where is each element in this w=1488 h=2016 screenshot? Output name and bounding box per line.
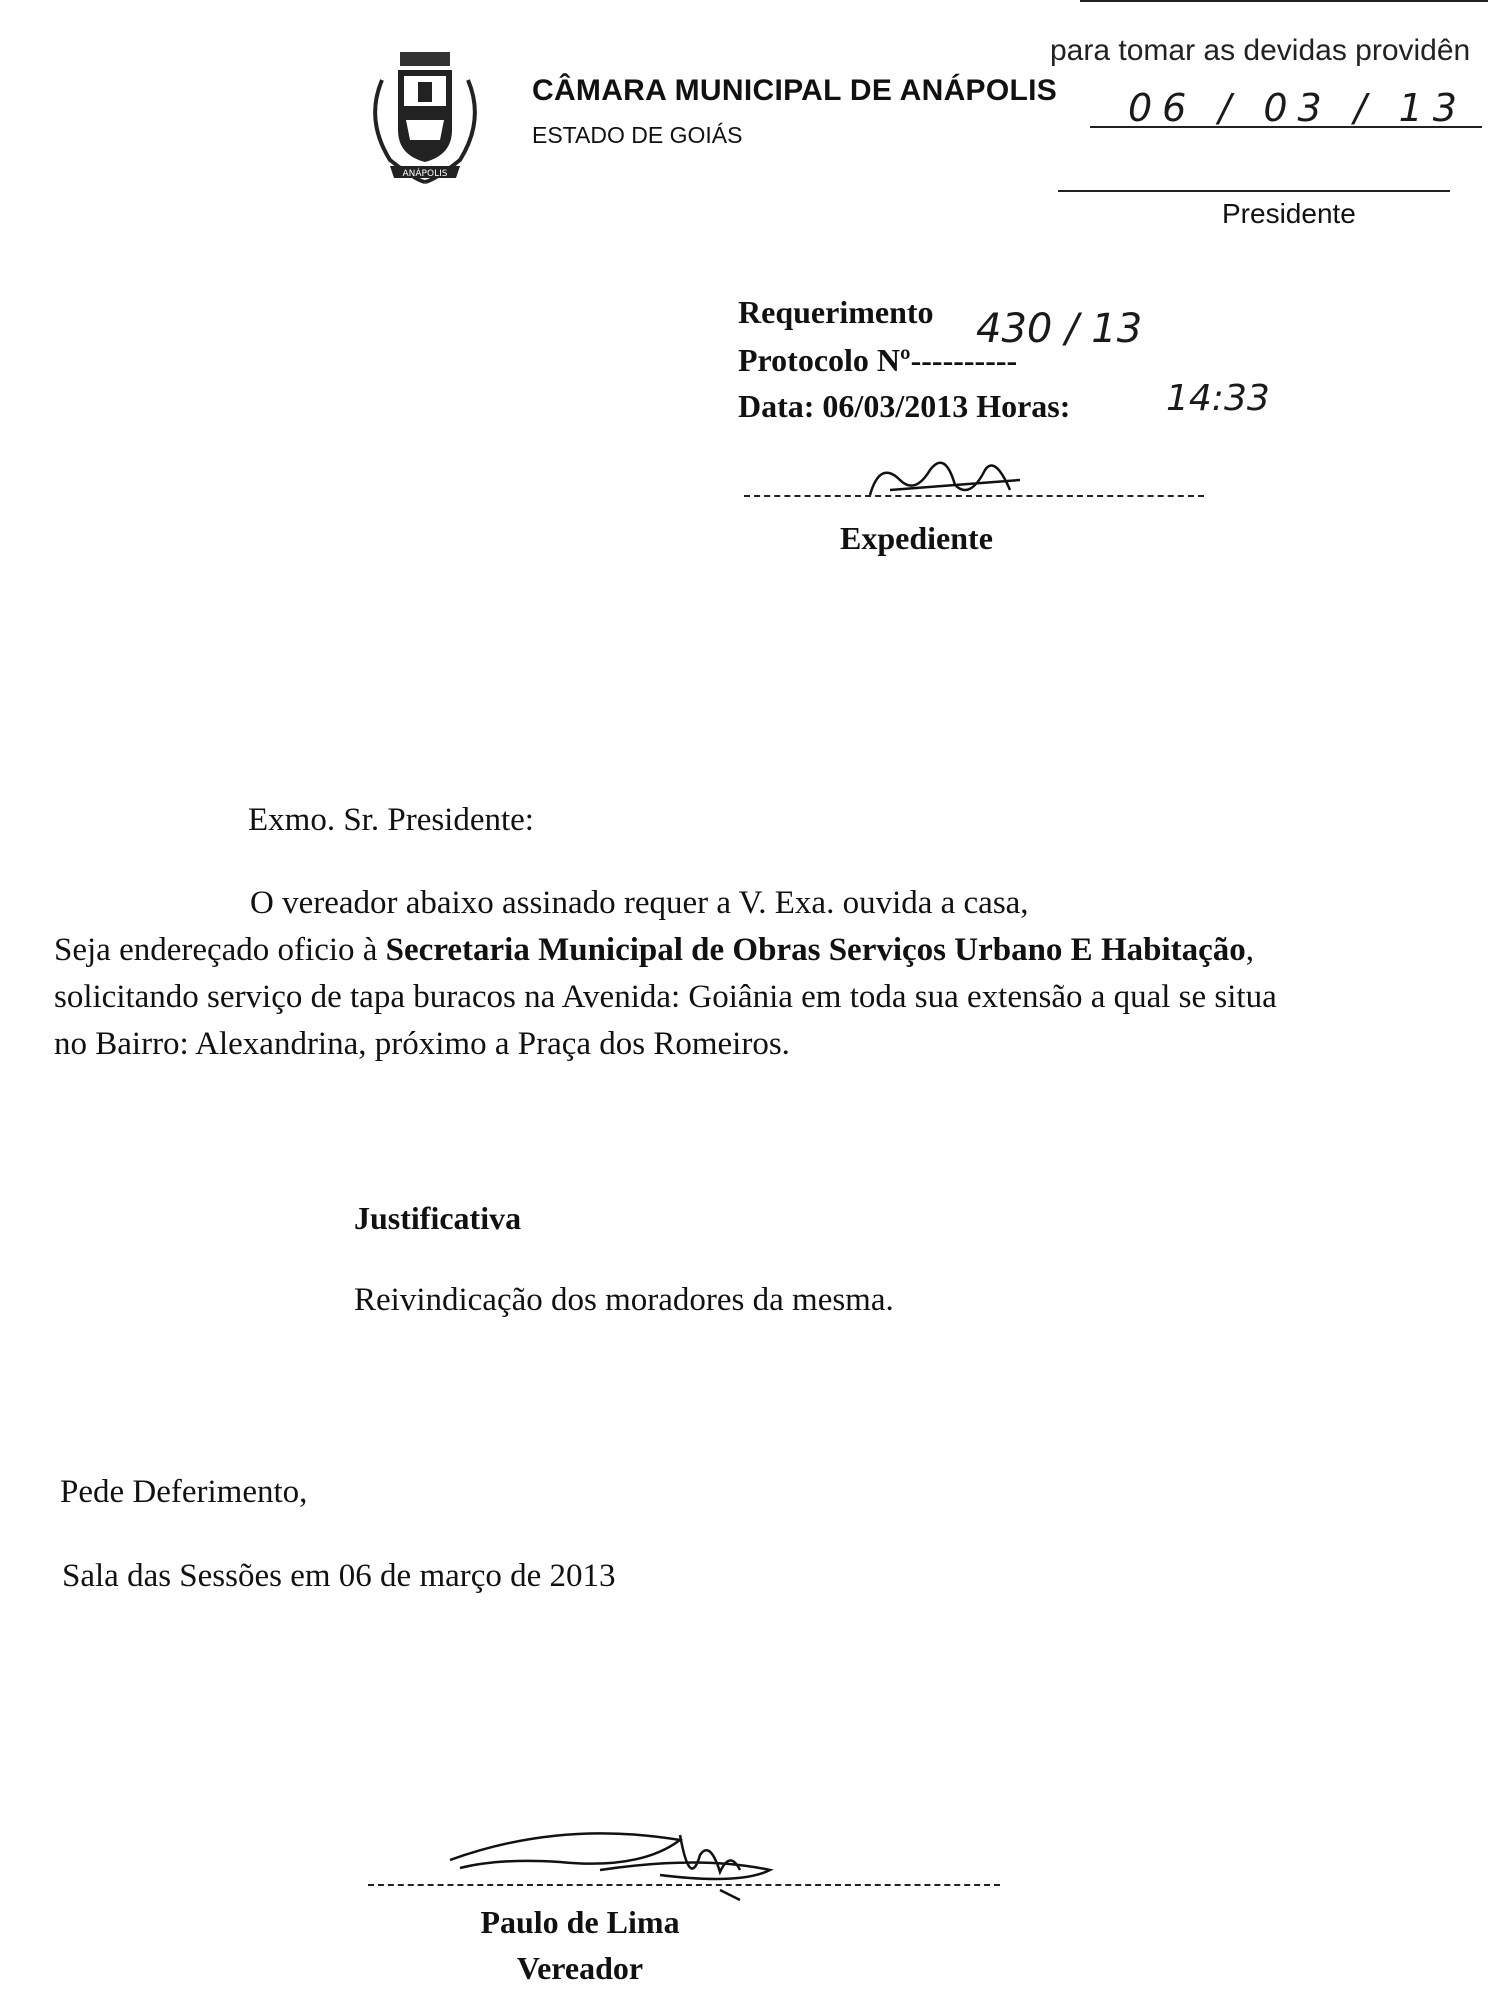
justification-text: Reivindicação dos moradores da mesma.: [354, 1282, 894, 1318]
signature-line: [368, 1884, 1000, 1886]
paragraph-body: [54, 927, 1314, 1068]
protocol-hour: 14:33: [1166, 378, 1270, 419]
institution-name: CÂMARA MUNICIPAL DE ANÁPOLIS: [532, 74, 1058, 107]
councilman-signature-icon: [440, 1800, 900, 1910]
paragraph-tail: , solicitando serviço de tapa buracos na Avenida: Goiânia em toda sua extensão a qual se situa no Bairro: Alexandrina, próximo a Praça dos Romeiros.: [54, 932, 1277, 1062]
stamp-role: Presidente: [1222, 198, 1356, 229]
stamp-handwritten-date: 06 / 03 / 13: [1128, 86, 1467, 130]
closing: Pede Deferimento,: [60, 1474, 308, 1510]
stamp-top-border: [1080, 0, 1488, 2]
signatory-name: Paulo de Lima: [480, 1904, 680, 1940]
protocolo-label: Protocolo Nº----------: [738, 342, 1018, 378]
expediente-signature-icon: [860, 440, 1030, 510]
salutation: Exmo. Sr. Presidente:: [248, 802, 534, 838]
requerimento-label: Requerimento: [738, 294, 934, 330]
expediente-signature-line: [744, 495, 1204, 497]
stamp-date-line: [1090, 126, 1482, 128]
addressee-department: Secretaria Municipal de Obras Serviços Urbano E Habitação: [385, 932, 1246, 968]
signatory-role: Vereador: [516, 1950, 644, 1986]
expediente-label: Expediente: [840, 520, 993, 556]
requerimento-number: 430 / 13: [976, 306, 1143, 352]
justification-title: Justificativa: [354, 1200, 522, 1236]
stamp-signature-line: [1058, 190, 1450, 192]
place-date: Sala das Sessões em 06 de março de 2013: [62, 1558, 616, 1594]
request-paragraph: [54, 880, 1314, 1068]
protocol-date: Data: 06/03/2013 Horas:: [738, 388, 1071, 424]
svg-text:ANÁPOLIS: ANÁPOLIS: [402, 169, 448, 179]
paragraph-lead: Seja endereçado oficio à: [54, 932, 386, 968]
municipal-coat-of-arms-icon: [360, 40, 490, 190]
institution-state: ESTADO DE GOIÁS: [532, 122, 743, 148]
paragraph-first-line: O vereador abaixo assinado requer a V. Exa. ouvida a casa,: [250, 885, 1029, 921]
stamp-text: para tomar as devidas providên: [1050, 34, 1471, 67]
